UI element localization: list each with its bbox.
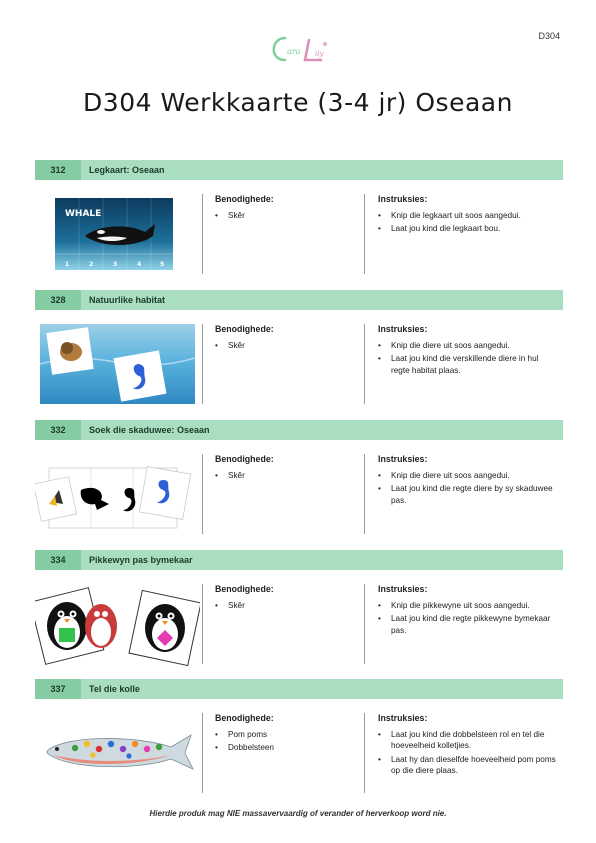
- materials-list: [215, 600, 365, 612]
- material-item: • Dobbelsteen: [215, 742, 365, 754]
- puzzle-number: 2: [89, 261, 94, 268]
- page-title: D304 Werkkaarte (3-4 jr) Oseaan: [83, 88, 513, 117]
- instruction-item: • Knip die diere uit soos aangedui.: [378, 340, 558, 352]
- instructions-heading: Instruksies:: [378, 584, 428, 594]
- materials-column: [215, 454, 365, 483]
- instruction-item: • Laat jou kind die verskillende diere in hul regte habitat plaas.: [378, 353, 558, 376]
- fish-dots-image: [35, 713, 200, 793]
- materials-column: [215, 713, 365, 756]
- instructions-column: [378, 454, 558, 508]
- document-code: D304: [538, 31, 560, 41]
- materials-list: [215, 340, 365, 352]
- instruction-item: • Knip die legkaart uit soos aangedui.: [378, 210, 558, 222]
- materials-column: [215, 584, 365, 613]
- puzzle-number: 4: [137, 261, 142, 268]
- caralily-logo: [265, 30, 337, 70]
- instructions-column: [378, 713, 558, 779]
- section-name: Natuurlike habitat: [89, 295, 166, 305]
- instructions-list: [378, 470, 558, 507]
- material-item: • Skêr: [215, 210, 365, 222]
- materials-list: [215, 210, 365, 222]
- instructions-heading: Instruksies:: [378, 454, 428, 464]
- instructions-list: [378, 340, 558, 377]
- shadow-cards-image: [35, 454, 200, 534]
- material-item: • Skêr: [215, 340, 365, 352]
- section-name: Legkaart: Oseaan: [89, 165, 165, 175]
- materials-column: [215, 194, 365, 223]
- materials-heading: Benodighede:: [215, 454, 274, 464]
- instruction-item: • Laat jou kind die regte diere by sy skaduwee pas.: [378, 483, 558, 506]
- materials-heading: Benodighede:: [215, 324, 274, 334]
- instructions-column: [378, 194, 558, 237]
- section-bar: [35, 420, 563, 440]
- penguin-cards-image: [35, 580, 200, 668]
- materials-heading: Benodighede:: [215, 713, 274, 723]
- materials-column: [215, 324, 365, 353]
- divider: [202, 454, 203, 534]
- instructions-column: [378, 324, 558, 378]
- section-bar: [35, 290, 563, 310]
- material-item: • Pom poms: [215, 729, 365, 741]
- section-number: 332: [35, 420, 81, 440]
- puzzle-number: 1: [65, 261, 70, 268]
- svg-text:ily: ily: [315, 50, 324, 58]
- section-bar: [35, 550, 563, 570]
- section-number: 337: [35, 679, 81, 699]
- divider: [202, 194, 203, 274]
- section-name: Tel die kolle: [89, 684, 140, 694]
- instructions-list: [378, 729, 558, 777]
- divider: [202, 324, 203, 404]
- orca-puzzle-image: [35, 194, 200, 274]
- instructions-heading: Instruksies:: [378, 324, 428, 334]
- puzzle-number: 5: [160, 261, 165, 268]
- ocean-habitat-image: [35, 324, 200, 404]
- instructions-list: [378, 210, 558, 235]
- divider: [202, 713, 203, 793]
- instruction-item: • Laat hy dan dieselfde hoeveelheid pom poms op die diere plaas.: [378, 754, 558, 777]
- material-item: • Skêr: [215, 600, 365, 612]
- material-item: • Skêr: [215, 470, 365, 482]
- section-number: 312: [35, 160, 81, 180]
- puzzle-number: 3: [113, 261, 118, 268]
- instruction-item: • Laat jou kind die dobbelsteen rol en tel die hoeveelheid kolletjies.: [378, 729, 558, 752]
- instruction-item: • Knip die diere uit soos aangedui.: [378, 470, 558, 482]
- section-name: Soek die skaduwee: Oseaan: [89, 425, 210, 435]
- materials-list: [215, 470, 365, 482]
- materials-heading: Benodighede:: [215, 194, 274, 204]
- section-bar: [35, 160, 563, 180]
- instruction-item: • Knip die pikkewyne uit soos aangedui.: [378, 600, 558, 612]
- instruction-item: • Laat jou kind die regte pikkewyne bymekaar pas.: [378, 613, 558, 636]
- puzzle-word: WHALE: [65, 209, 102, 219]
- materials-list: [215, 729, 365, 754]
- materials-heading: Benodighede:: [215, 584, 274, 594]
- divider: [202, 584, 203, 664]
- svg-text:ara: ara: [287, 47, 301, 56]
- footer-notice: Hierdie produk mag NIE massavervaardig of verander of herverkoop word nie.: [149, 809, 447, 818]
- instructions-heading: Instruksies:: [378, 713, 428, 723]
- section-bar: [35, 679, 563, 699]
- section-number: 328: [35, 290, 81, 310]
- instructions-heading: Instruksies:: [378, 194, 428, 204]
- instructions-column: [378, 584, 558, 638]
- instruction-item: • Laat jou kind die legkaart bou.: [378, 223, 558, 235]
- section-number: 334: [35, 550, 81, 570]
- instructions-list: [378, 600, 558, 637]
- section-name: Pikkewyn pas bymekaar: [89, 555, 193, 565]
